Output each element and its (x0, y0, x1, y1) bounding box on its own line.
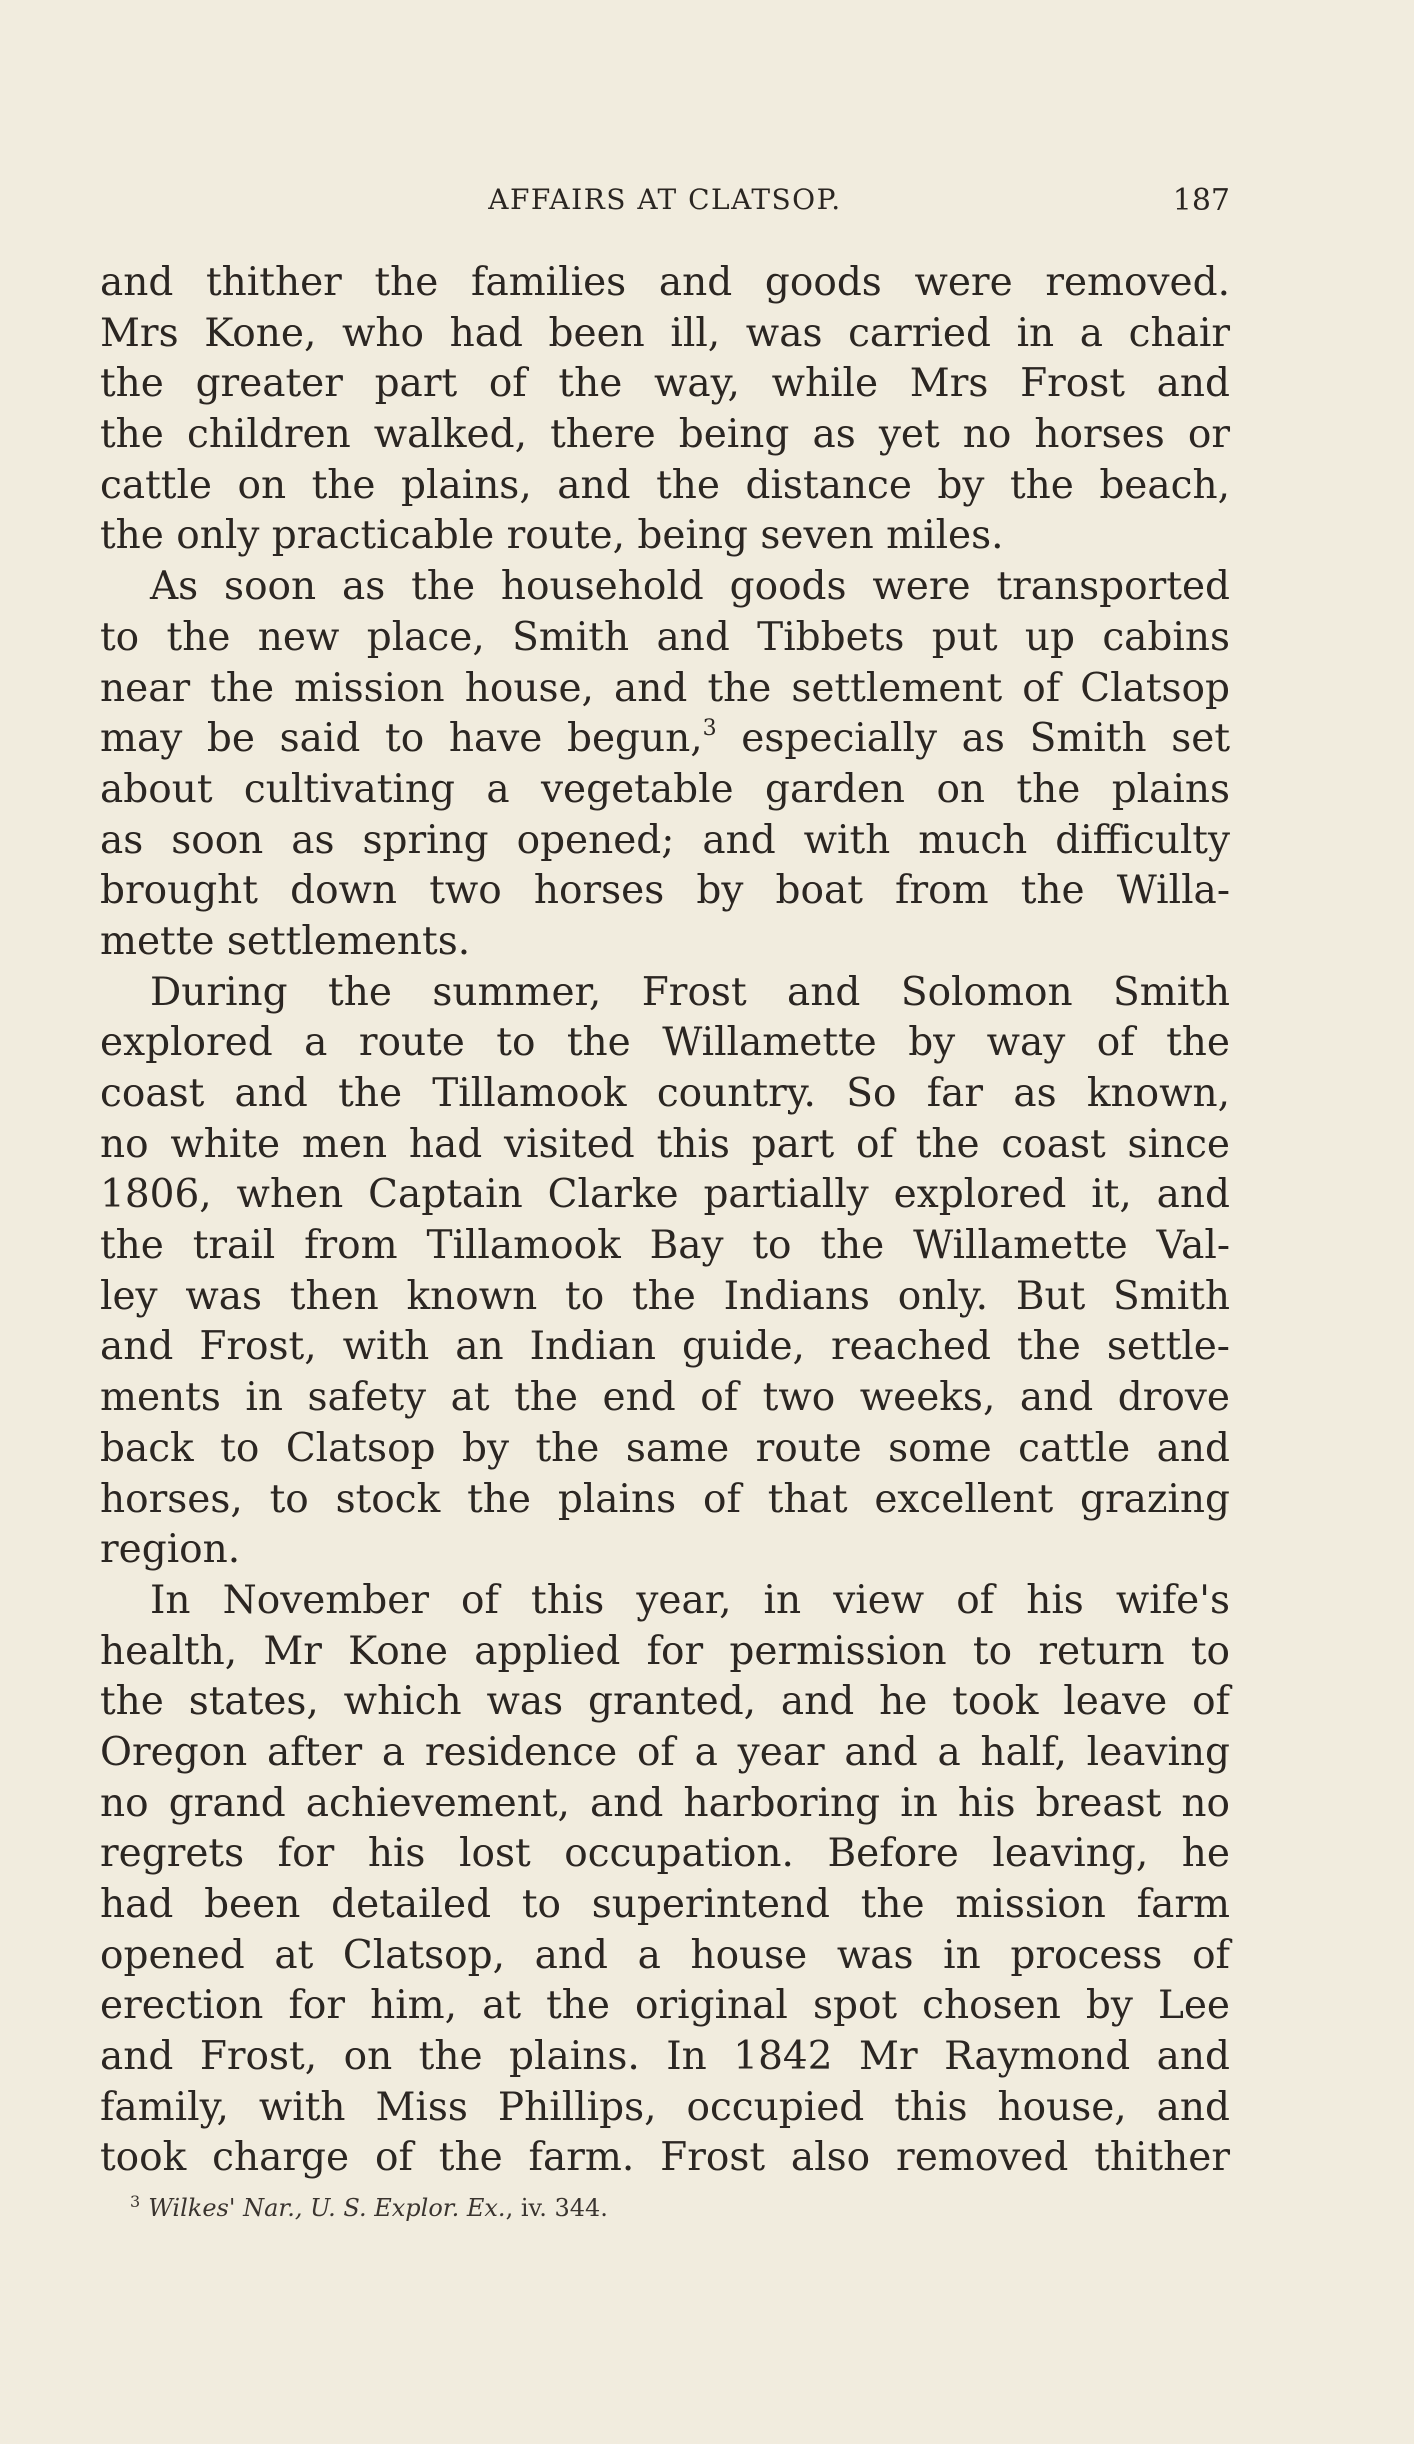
text-line-with-footnote (100, 714, 1230, 765)
text-line: erection for him, at the original spot chosen by Lee (100, 1983, 1230, 2029)
text-line: mette settlements. (100, 918, 471, 964)
text-line: Oregon after a residence of a year and a half, leaving (100, 1729, 1230, 1775)
text-line: no grand achievement, and harboring in his breast no (100, 1780, 1230, 1826)
text-line: and Frost, on the plains. In 1842 Mr Raymond and (100, 2034, 1230, 2080)
text-line: During the summer, Frost and Solomon Smith (150, 969, 1230, 1015)
text-line: took charge of the farm. Frost also removed thither (100, 2135, 1230, 2181)
text-line: as soon as spring opened; and with much difficulty (100, 817, 1230, 863)
text-line: the greater part of the way, while Mrs Frost and (100, 361, 1230, 407)
text-line: the only practicable route, being seven miles. (100, 513, 1004, 559)
body-text (100, 258, 1230, 2184)
footnote (130, 2192, 608, 2222)
text-line: no white men had visited this part of the coast since (100, 1121, 1230, 1167)
text-line: had been detailed to superintend the mission farm (100, 1882, 1230, 1927)
footnote-title: Wilkes' Nar., U. S. Explor. Ex. (148, 2194, 506, 2222)
text-line: the trail from Tillamook Bay to the Willamette Val- (100, 1223, 1230, 1269)
text-line: horses, to stock the plains of that excellent grazing (100, 1476, 1230, 1522)
text-line: brought down two horses by boat from the Willa- (100, 868, 1230, 914)
text-line: and Frost, with an Indian guide, reached the settle- (100, 1324, 1230, 1370)
text-line: the states, which was granted, and he took leave of (100, 1679, 1230, 1725)
text-line: to the new place, Smith and Tibbets put up cabins (100, 614, 1230, 660)
text-line: In November of this year, in view of his wife's (150, 1577, 1230, 1623)
page-number: 187 (1172, 183, 1230, 218)
footnote-marker: 3 (130, 2192, 141, 2211)
text-segment: may be said to have begun, (100, 716, 703, 762)
text-line: ley was then known to the Indians only. But Smith (100, 1273, 1230, 1319)
text-line: 1806, when Captain Clarke partially explored it, and (100, 1172, 1230, 1218)
footnote-ref: , iv. 344. (505, 2194, 608, 2222)
text-line: back to Clatsop by the same route some cattle and (100, 1425, 1230, 1471)
text-segment: especially as Smith set (716, 716, 1230, 762)
text-line: ments in safety at the end of two weeks, and drove (100, 1375, 1230, 1421)
text-line: opened at Clatsop, and a house was in process of (100, 1932, 1230, 1978)
running-head: AFFAIRS AT CLATSOP. (488, 183, 842, 216)
text-line: health, Mr Kone applied for permission to return to (100, 1628, 1230, 1674)
text-line: cattle on the plains, and the distance by the beach, (100, 462, 1230, 508)
text-line: family, with Miss Phillips, occupied this house, and (100, 2084, 1230, 2130)
text-line: about cultivating a vegetable garden on the plains (100, 766, 1230, 812)
text-line: the children walked, there being as yet no horses or (100, 412, 1230, 458)
text-line: Mrs Kone, who had been ill, was carried in a chair (100, 310, 1230, 356)
text-line: region. (100, 1527, 241, 1573)
text-line: As soon as the household goods were transported (150, 564, 1230, 610)
footnote-reference: 3 (702, 716, 717, 742)
text-line: explored a route to the Willamette by way of the (100, 1020, 1230, 1066)
text-line: and thither the families and goods were removed. (100, 260, 1230, 305)
page-header (100, 183, 1230, 233)
text-line: regrets for his lost occupation. Before leaving, he (100, 1831, 1230, 1877)
text-line: near the mission house, and the settlement of Clatsop (100, 665, 1230, 711)
text-line: coast and the Tillamook country. So far as known, (100, 1071, 1230, 1116)
